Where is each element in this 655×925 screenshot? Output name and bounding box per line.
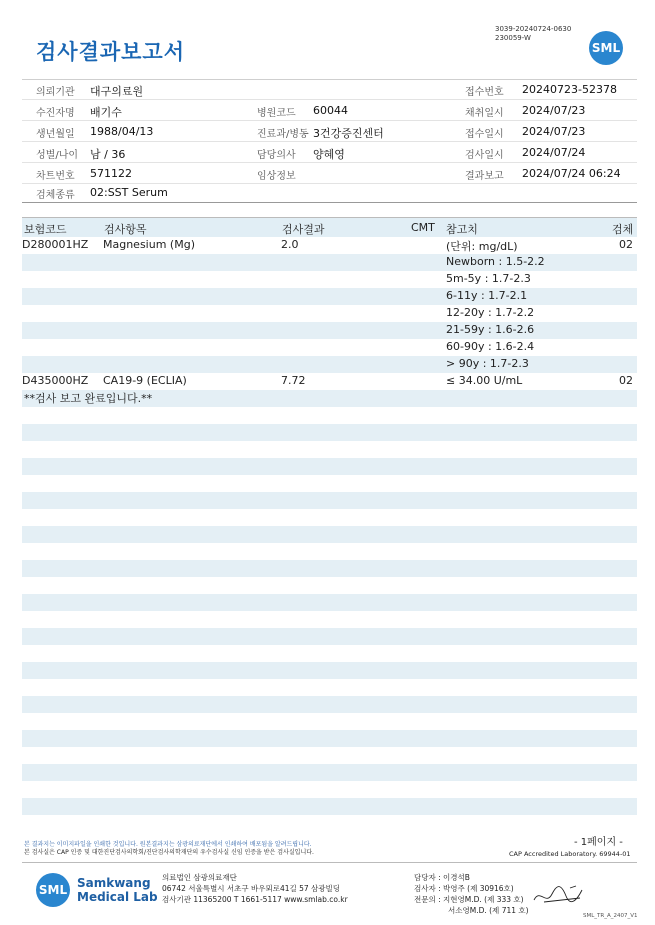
info-row: 생년월일 1988/04/13 진료과/병동 3건강증진센터 접수일시 2024/07/23 [22, 121, 637, 142]
row-band [22, 492, 637, 509]
cap-accreditation: CAP Accredited Laboratory. 69944-01 [509, 850, 631, 858]
table-row: 12-20y : 1.7-2.2 [446, 306, 535, 319]
table-row: D435000HZ CA19-9 (ECLIA) 7.72 ≤ 34.00 U/mL 02 [22, 374, 633, 387]
row-band [22, 662, 637, 679]
info-row: 수진자명 배기수 병원코드 60044 채취일시 2024/07/23 [22, 100, 637, 121]
row-band [22, 798, 637, 815]
receipt-no-value: 20240723-52378 [522, 83, 617, 96]
specimen-value: 02:SST Serum [90, 186, 168, 199]
table-row: 5m-5y : 1.7-2.3 [446, 272, 531, 285]
sex-age-value: 남 / 36 [90, 148, 126, 161]
dob-value: 1988/04/13 [90, 125, 154, 138]
row-band [22, 424, 637, 441]
doctor-value: 양혜영 [313, 148, 345, 161]
report-date-value: 2024/07/24 06:24 [522, 167, 621, 180]
hospital-code-value: 60044 [313, 104, 348, 117]
report-title: 검사결과보고서 [36, 40, 186, 64]
signature-image [530, 880, 590, 910]
completion-note: **검사 보고 완료입니다.** [24, 392, 153, 405]
row-band [22, 628, 637, 645]
table-row: 6-11y : 1.7-2.1 [446, 289, 528, 302]
staff-list: 담당자 : 이경석B 검사자 : 박영주 (제 30916호) 전문의 : 지현영M.D. (제 333 호) 서소영M.D. (제 711 호) [414, 873, 529, 915]
row-band [22, 764, 637, 781]
patient-value: 배기수 [90, 106, 122, 119]
table-row: Newborn : 1.5-2.2 [446, 255, 545, 268]
chart-no-value: 571122 [90, 167, 132, 180]
row-band [22, 458, 637, 475]
info-row: 검체종류 02:SST Serum [36, 186, 168, 201]
page-number: - 1페이지 - [574, 837, 623, 848]
divider [22, 862, 637, 863]
brand-name: Samkwang Medical Lab [77, 876, 158, 904]
sml-logo: SML [36, 873, 70, 907]
collect-date-value: 2024/07/23 [522, 104, 586, 117]
receipt-date-value: 2024/07/23 [522, 125, 586, 138]
lab-address: 의료법인 삼광의료재단 06742 서울특별시 서초구 바우뫼로41길 57 삼광빌딩 검사기관 11365200 T 1661-5117 www.smlab.co.kr [162, 873, 348, 904]
table-row: 21-59y : 1.6-2.6 [446, 323, 535, 336]
divider [22, 202, 637, 203]
info-row: 차트번호 571122 임상정보 결과보고 2024/07/24 06:24 [22, 163, 637, 184]
document-id: 3039-20240724-0630 230059-W [495, 25, 572, 42]
row-band [22, 730, 637, 747]
test-date-value: 2024/07/24 [522, 146, 586, 159]
info-row: 성별/나이 남 / 36 담당의사 양혜영 검사일시 2024/07/24 [22, 142, 637, 163]
info-row: 의뢰기관 대구의료원 접수번호 20240723-52378 [22, 79, 637, 100]
row-band [22, 696, 637, 713]
row-band [22, 526, 637, 543]
dept-value: 3건강증진센터 [313, 127, 384, 140]
table-row: 60-90y : 1.6-2.4 [446, 340, 535, 353]
table-row: > 90y : 1.7-2.3 [446, 357, 529, 370]
table-row: D280001HZ Magnesium (Mg) 2.0 (단위: mg/dL) 02 [22, 238, 633, 253]
results-table-header: 보험코드 검사항목 검사결과 CMT 참고치 검체 [22, 217, 637, 237]
institution-value: 대구의료원 [90, 85, 144, 98]
form-code: SML_TR_A_2407_V1 [583, 913, 638, 919]
row-band [22, 560, 637, 577]
footer-notice: 본 결과지는 이미지파일을 인쇄한 것입니다. 원본결과지는 삼광의료재단에서 인쇄하여 배포됨을 알려드립니다. 본 검사실은 CAP 인증 및 대한진단검사의학회/진단검사의학재단의 우수검사실 신임 인증을 받은 검사실입니다. [24, 841, 314, 856]
row-band [22, 594, 637, 611]
sml-logo: SML [589, 31, 623, 65]
